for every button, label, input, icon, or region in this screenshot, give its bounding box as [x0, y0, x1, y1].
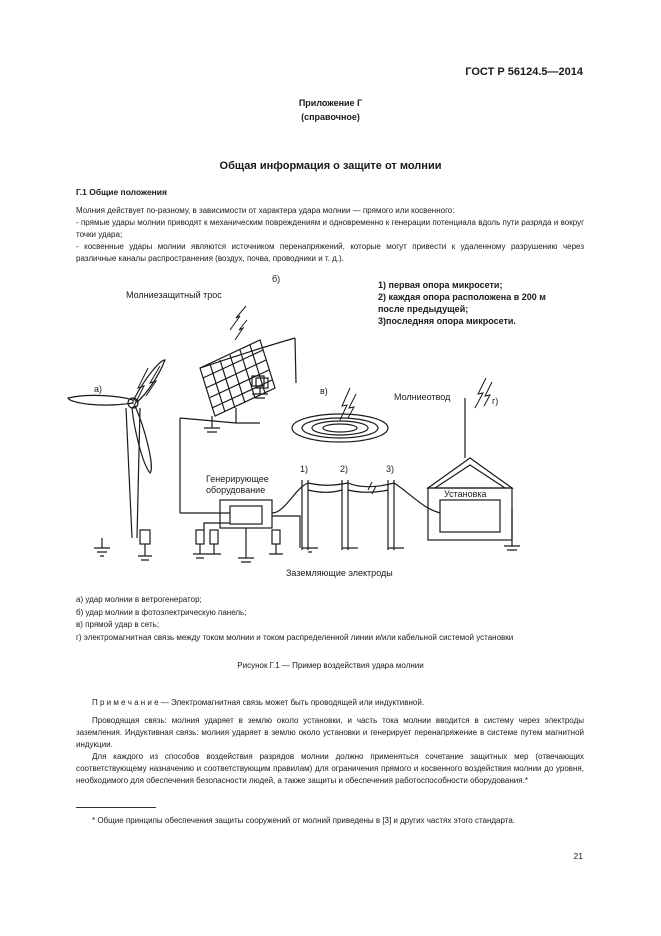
label-pole-3: 3): [386, 464, 395, 474]
legend-line-3: после предыдущей;: [378, 304, 469, 314]
label-g: г): [492, 396, 499, 406]
rod-label: Молниеотвод: [394, 392, 451, 402]
section-heading: Г.1 Общие положения: [76, 187, 167, 197]
intro-bullet-direct: - прямые удары молнии приводят к механическим повреждениям и одновременно к генерации потенциала вдоль пути разряда и вокруг точки удара;: [76, 218, 584, 239]
document-title: Общая информация о защите от молнии: [219, 160, 442, 172]
figure-item-v: в) прямой удар в сеть;: [76, 620, 160, 630]
equipment-label-line1: Генерирующее: [206, 474, 269, 484]
footnote: * Общие принципы обеспечения защиты сооружений от молний приведены в [3] и других частях этого стандарта.: [92, 816, 516, 825]
figure-item-b: б) удар молнии в фотоэлектрическую панель;: [76, 607, 247, 617]
footnote-separator: [76, 807, 156, 808]
label-b: б): [272, 274, 281, 284]
equipment-label-line2: оборудование: [206, 485, 266, 495]
note-paragraph: П р и м е ч а н и е — Электромагнитная связь может быть проводящей или индуктивной.: [92, 698, 425, 707]
label-pole-1: 1): [300, 464, 309, 474]
figure-items-list: [76, 594, 584, 644]
ground-electrodes-label: Заземляющие электроды: [286, 568, 393, 578]
figure-caption: Рисунок Г.1 — Пример воздействия удара молнии: [237, 661, 424, 670]
legend-line-1: 1) первая опора микросети;: [378, 280, 503, 290]
intro-paragraph: Молния действует по-разному, в зависимости от характера удара молнии — прямого или косвенного:: [76, 206, 455, 215]
appendix-subtitle: (справочное): [301, 112, 360, 122]
page-number: 21: [573, 851, 583, 861]
legend-line-2: 2) каждая опора расположена в 200 м: [378, 292, 546, 302]
figure-item-g: г) электромагнитная связь между током молнии и током распределенной линии и/или кабельной системой установки: [76, 632, 514, 642]
installation-label: Установка: [444, 489, 487, 499]
label-a: а): [94, 384, 103, 394]
coupling-paragraph: Проводящая связь: молния ударяет в землю около установки, и часть тока молнии вводится в систему через электроды заземления. Индуктивная связь: молния ударяет в землю около установки и генерирует перенапряжение в системе путем магнитной индукции.: [76, 716, 584, 749]
label-v: в): [320, 386, 328, 396]
intro-bullet-indirect: - косвенные удары молнии являются источником перенапряжений, которые могут привести к удаленному разрушению через различные каналы распространения (воздух, почва, проводники и т. д.).: [76, 242, 584, 263]
figure-item-a: а) удар молнии в ветрогенератор;: [76, 595, 202, 604]
cable-label: Молниезащитный трос: [126, 290, 222, 300]
standard-header: ГОСТ Р 56124.5—2014: [465, 66, 583, 78]
appendix-title: Приложение Г: [298, 98, 363, 108]
lightning-impact-figure: [60, 268, 600, 588]
legend-line-4: 3)последняя опора микросети.: [378, 316, 516, 326]
label-pole-2: 2): [340, 464, 349, 474]
protection-paragraph: Для каждого из способов воздействия разрядов молнии должно применяться сочетание защитных мер (отвечающих соответствующему назначению и соответствующим правилам) для ограничения прямого и косвенного воздействия молнии до уровня, необходимого для обеспечения безопасности людей, а также защиты и обеспечения работоспособности оборудования.*: [76, 752, 584, 785]
